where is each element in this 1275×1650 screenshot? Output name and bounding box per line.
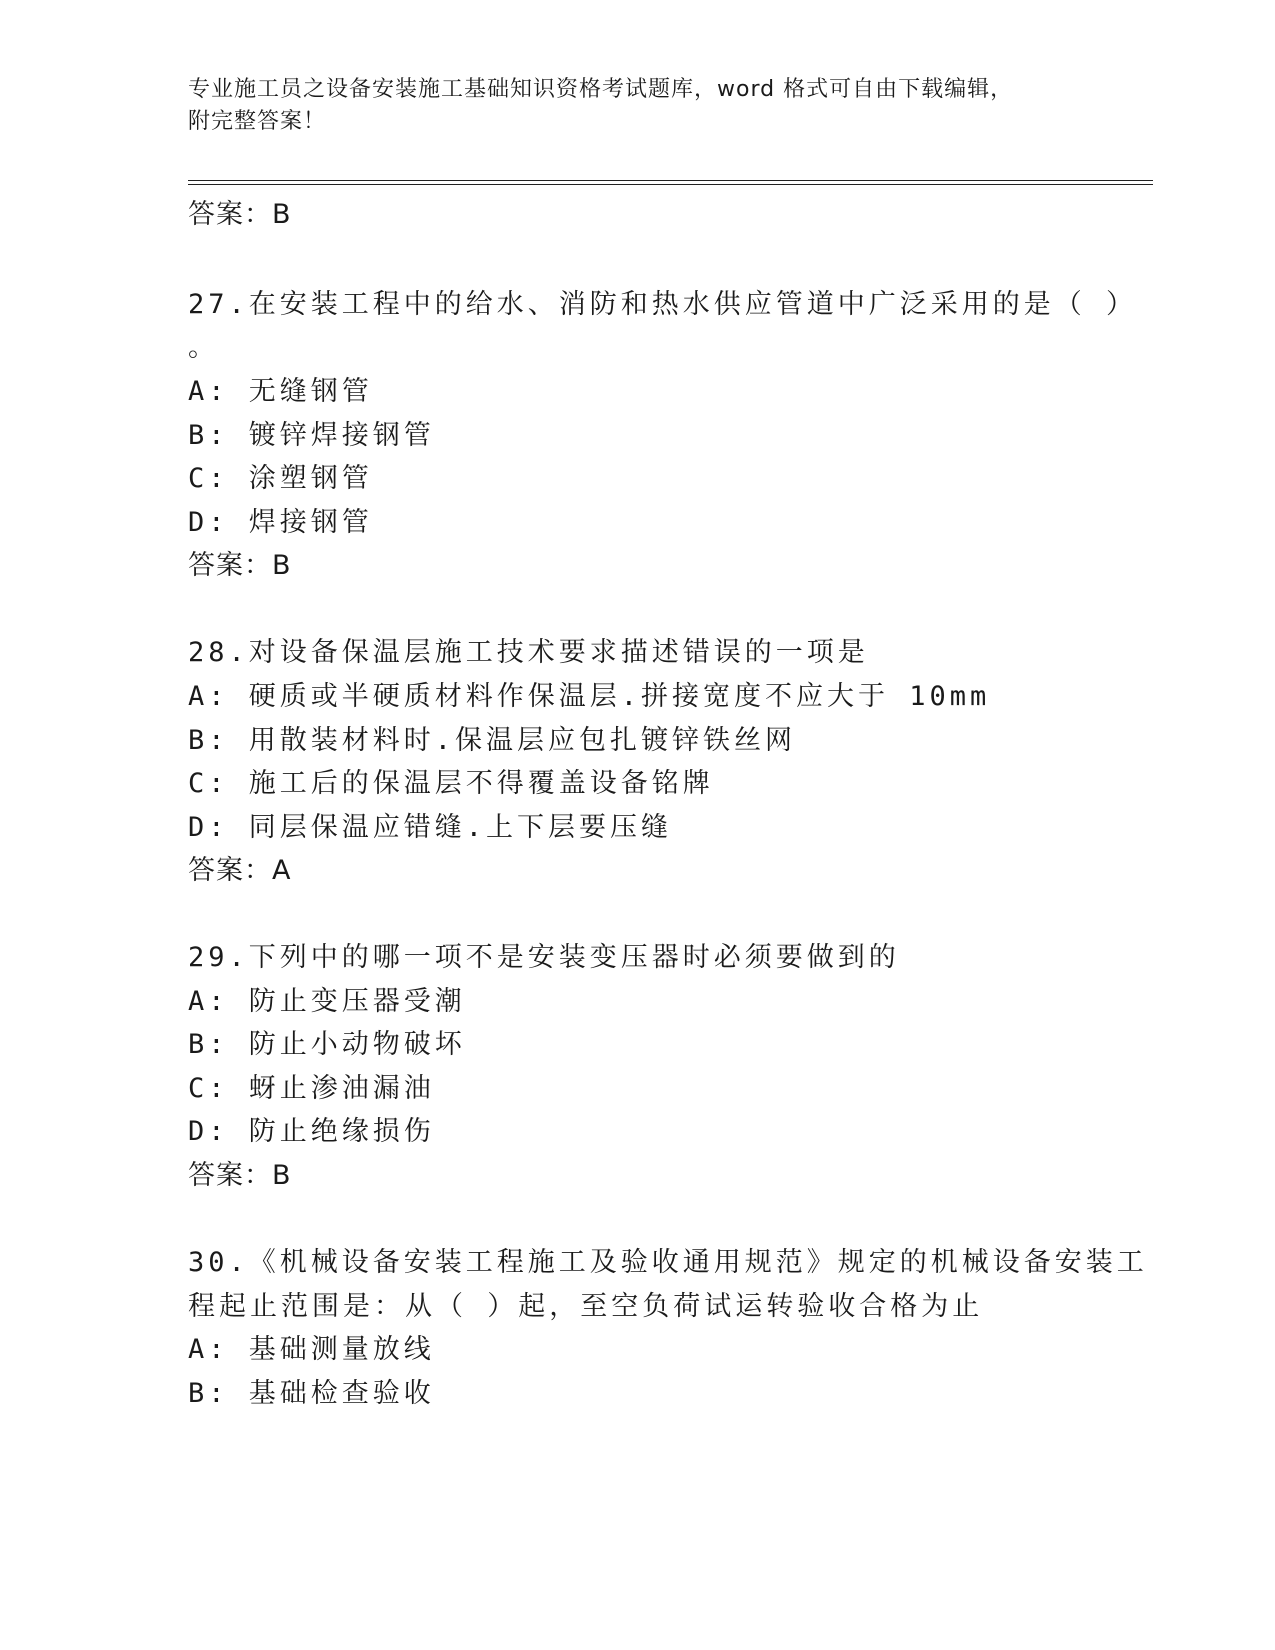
header-rule-top [188, 180, 1153, 181]
question-30-stem: 30.《机械设备安装工程施工及验收通用规范》规定的机械设备安装工 [188, 1247, 1148, 1278]
question-29-option-c: C: 蚜止渗油漏油 [188, 1073, 435, 1104]
question-28-answer: 答案：A [188, 855, 292, 886]
document-header [188, 74, 1088, 138]
question-29-option-a: A: 防止变压器受潮 [188, 986, 466, 1017]
question-27-option-c: C: 涂塑钢管 [188, 463, 373, 494]
header-line-1: 专业施工员之设备安装施工基础知识资格考试题库，word 格式可自由下载编辑， [188, 77, 1014, 102]
question-28-stem: 28.对设备保温层施工技术要求描述错误的一项是 [188, 637, 869, 668]
question-29-answer: 答案：B [188, 1160, 292, 1191]
question-28-option-c: C: 施工后的保温层不得覆盖设备铭牌 [188, 768, 714, 799]
question-27-option-a: A: 无缝钢管 [188, 376, 373, 407]
question-28-option-a: A: 硬质或半硬质材料作保温层.拼接宽度不应大于 10mm [188, 681, 991, 712]
question-27-option-d: D: 焊接钢管 [188, 507, 373, 538]
question-29-option-b: B: 防止小动物破坏 [188, 1029, 466, 1060]
question-29-stem: 29.下列中的哪一项不是安装变压器时必须要做到的 [188, 942, 900, 973]
question-30-stem-cont: 程起止范围是：从（ ）起，至空负荷试运转验收合格为止 [188, 1291, 984, 1322]
question-29-option-d: D: 防止绝缘损伤 [188, 1116, 435, 1147]
header-line-2: 附完整答案！ [188, 109, 327, 134]
question-27-answer: 答案：B [188, 550, 292, 581]
header-rule-bottom [188, 184, 1153, 185]
question-30-option-b: B: 基础检查验收 [188, 1378, 435, 1409]
question-28-option-d: D: 同层保温应错缝.上下层要压缝 [188, 812, 673, 843]
question-28-option-b: B: 用散装材料时.保温层应包扎镀锌铁丝网 [188, 725, 797, 756]
question-27-option-b: B: 镀锌焊接钢管 [188, 420, 435, 451]
answer-previous: 答案：B [188, 199, 292, 230]
question-27-stem: 27.在安装工程中的给水、消防和热水供应管道中广泛采用的是（ ） [188, 289, 1138, 320]
question-30-option-a: A: 基础测量放线 [188, 1334, 435, 1365]
question-27-stem-cont: 。 [188, 332, 219, 363]
